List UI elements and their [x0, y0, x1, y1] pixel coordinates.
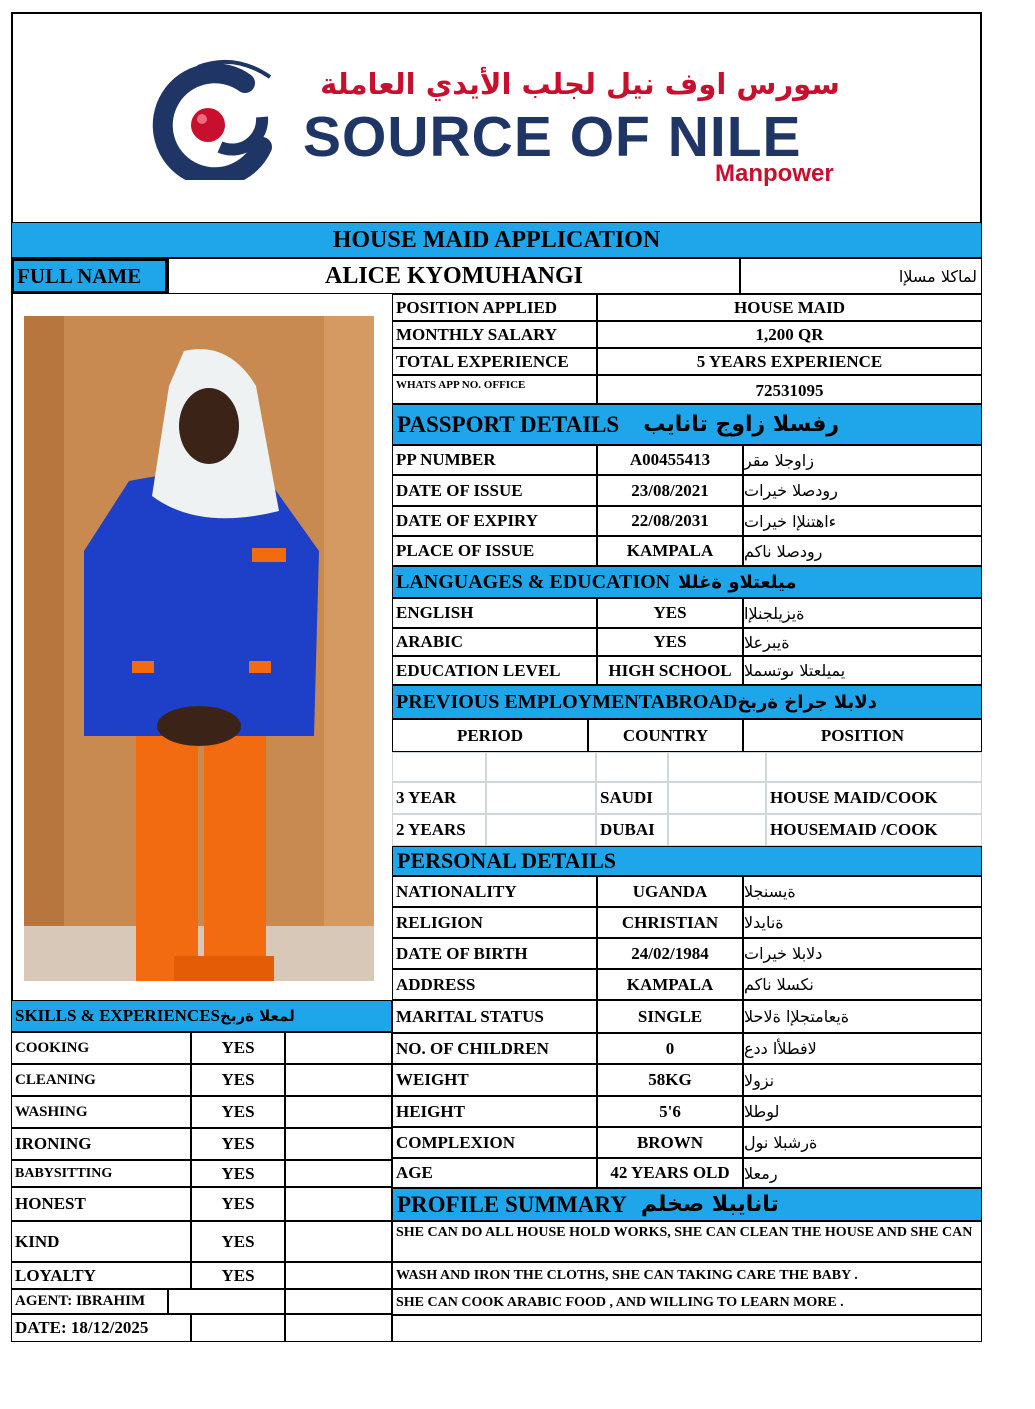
skill-value: YES [191, 1187, 285, 1221]
personal-section-title: PERSONAL DETAILS [392, 846, 982, 876]
employment-title-arabic: دلابلا جراخ ةربخ [737, 691, 877, 713]
personal-arabic: رمعلا [743, 1158, 982, 1188]
job-label: POSITION APPLIED [392, 294, 597, 321]
full-name-value: ALICE KYOMUHANGI [168, 258, 740, 294]
job-value: 5 YEARS EXPERIENCE [597, 348, 982, 375]
employment-position: HOUSE MAID/COOK [766, 782, 982, 814]
employment-empty-cell [596, 752, 668, 782]
personal-label: ADDRESS [392, 969, 597, 1000]
profile-empty-line [392, 1315, 982, 1342]
passport-arabic: رودصلا ناكم [743, 536, 982, 566]
passport-value: 23/08/2021 [597, 475, 743, 506]
employment-header-position: POSITION [743, 719, 982, 752]
profile-title: PROFILE SUMMARY [397, 1191, 627, 1217]
skill-label: HONEST [11, 1187, 191, 1221]
personal-value: 42 YEARS OLD [597, 1158, 743, 1188]
form-title: HOUSE MAID APPLICATION [11, 222, 982, 258]
date-empty-cell [191, 1314, 285, 1342]
profile-title-arabic: تانايبلا صخلم [640, 1192, 779, 1217]
personal-value: BROWN [597, 1127, 743, 1158]
personal-value: 58KG [597, 1064, 743, 1096]
job-label: MONTHLY SALARY [392, 321, 597, 348]
languages-title: LANGUAGES & EDUCATION [396, 570, 671, 593]
job-label: WHATS APP NO. OFFICE [392, 375, 597, 404]
employment-empty-cell [486, 782, 596, 814]
profile-section-title [392, 1188, 982, 1221]
job-value: 72531095 [597, 375, 982, 404]
skill-value: YES [191, 1262, 285, 1289]
job-value: 1,200 QR [597, 321, 982, 348]
personal-value: 0 [597, 1033, 743, 1064]
job-label: TOTAL EXPERIENCE [392, 348, 597, 375]
passport-arabic: زاوجلا مقر [743, 445, 982, 475]
personal-arabic: ةنايدلا [743, 907, 982, 938]
skill-value: YES [191, 1032, 285, 1064]
personal-value: KAMPALA [597, 969, 743, 1000]
language-value: HIGH SCHOOL [597, 656, 743, 685]
language-value: YES [597, 628, 743, 656]
language-label: EDUCATION LEVEL [392, 656, 597, 685]
language-arabic: يميلعتلا ىوتسملا [743, 656, 982, 685]
employment-country: SAUDI [596, 782, 668, 814]
passport-label: PLACE OF ISSUE [392, 536, 597, 566]
profile-summary-line: WASH AND IRON THE CLOTHS, SHE CAN TAKING CARE THE BABY . [392, 1262, 982, 1289]
employment-empty-cell [486, 814, 596, 846]
personal-label: DATE OF BIRTH [392, 938, 597, 969]
language-value: YES [597, 598, 743, 628]
skill-empty-cell [285, 1187, 392, 1221]
employment-position: HOUSEMAID /COOK [766, 814, 982, 846]
personal-value: CHRISTIAN [597, 907, 743, 938]
skill-empty-cell [285, 1128, 392, 1160]
personal-value: UGANDA [597, 876, 743, 907]
skill-label: CLEANING [11, 1064, 191, 1096]
skill-empty-cell [285, 1032, 392, 1064]
skill-empty-cell [285, 1160, 392, 1187]
passport-arabic: ءاهتنلإا خيرات [743, 506, 982, 536]
employment-header-country: COUNTRY [588, 719, 743, 752]
employment-title: PREVIOUS EMPLOYMENTABROAD [396, 690, 738, 713]
employment-empty-cell [668, 752, 766, 782]
skill-label: BABYSITTING [11, 1160, 191, 1187]
personal-label: MARITAL STATUS [392, 1000, 597, 1033]
personal-label: WEIGHT [392, 1064, 597, 1096]
skill-label: WASHING [11, 1096, 191, 1128]
skill-value: YES [191, 1128, 285, 1160]
personal-arabic: ةيعامتجلإا ةلاحلا [743, 1000, 982, 1033]
employment-period: 2 YEARS [392, 814, 486, 846]
personal-value: 24/02/1984 [597, 938, 743, 969]
personal-label: RELIGION [392, 907, 597, 938]
personal-value: SINGLE [597, 1000, 743, 1033]
skills-section-title [11, 1000, 392, 1032]
employment-section-title [392, 685, 982, 719]
employment-empty-cell [392, 752, 486, 782]
employment-empty-cell [766, 752, 982, 782]
passport-value: A00455413 [597, 445, 743, 475]
personal-arabic: نكسلا ناكم [743, 969, 982, 1000]
language-label: ARABIC [392, 628, 597, 656]
languages-title-arabic: ميلعتلاو ةغللا [678, 571, 797, 593]
passport-section-title [392, 404, 982, 445]
skill-value: YES [191, 1160, 285, 1187]
skills-title-arabic: لمعلا ةربخ [220, 1007, 295, 1025]
language-arabic: ةيبرعلا [743, 628, 982, 656]
skill-label: KIND [11, 1221, 191, 1262]
personal-arabic: ةيسنجلا [743, 876, 982, 907]
language-arabic: ةيزيلجنلإا [743, 598, 982, 628]
passport-value: 22/08/2031 [597, 506, 743, 536]
full-name-label: FULL NAME [11, 258, 168, 294]
personal-arabic: لوطلا [743, 1096, 982, 1127]
employment-empty-cell [486, 752, 596, 782]
personal-label: COMPLEXION [392, 1127, 597, 1158]
personal-arabic: دلابلا خيرات [743, 938, 982, 969]
passport-label: DATE OF ISSUE [392, 475, 597, 506]
employment-period: 3 YEAR [392, 782, 486, 814]
personal-label: AGE [392, 1158, 597, 1188]
languages-section-title [392, 566, 982, 598]
employment-empty-cell [668, 782, 766, 814]
passport-title: PASSPORT DETAILS [397, 411, 620, 437]
company-arabic-name: سورس اوف نيل لجلب الأيدي العاملة [320, 67, 840, 101]
personal-arabic: ةرشبلا نول [743, 1127, 982, 1158]
skill-value: YES [191, 1064, 285, 1096]
personal-arabic: لافطلأا ددع [743, 1033, 982, 1064]
skills-title: SKILLS & EXPERIENCES [15, 1006, 221, 1025]
language-label: ENGLISH [392, 598, 597, 628]
agent-empty-cell [285, 1289, 392, 1314]
company-logo [150, 55, 300, 180]
skill-value: YES [191, 1096, 285, 1128]
skill-label: LOYALTY [11, 1262, 191, 1289]
passport-title-arabic: رفسلا زاوج تانايب [643, 412, 840, 437]
applicant-photo [24, 316, 374, 981]
personal-value: 5'6 [597, 1096, 743, 1127]
date-label: DATE: 18/12/2025 [11, 1314, 191, 1342]
company-brand-name: SOURCE OF NILE [303, 105, 802, 169]
passport-label: DATE OF EXPIRY [392, 506, 597, 536]
passport-arabic: رودصلا خيرات [743, 475, 982, 506]
skill-empty-cell [285, 1064, 392, 1096]
skill-empty-cell [285, 1262, 392, 1289]
skill-empty-cell [285, 1096, 392, 1128]
profile-summary-line: SHE CAN COOK ARABIC FOOD , AND WILLING TO LEARN MORE . [392, 1289, 982, 1315]
employment-header-period: PERIOD [392, 719, 588, 752]
personal-label: NATIONALITY [392, 876, 597, 907]
agent-empty-cell [168, 1289, 285, 1314]
job-value: HOUSE MAID [597, 294, 982, 321]
employment-country: DUBAI [596, 814, 668, 846]
passport-value: KAMPALA [597, 536, 743, 566]
skill-label: COOKING [11, 1032, 191, 1064]
personal-label: NO. OF CHILDREN [392, 1033, 597, 1064]
personal-label: HEIGHT [392, 1096, 597, 1127]
full-name-arabic: لماكلا مسلإا [740, 258, 982, 294]
company-subtitle: Manpower [715, 160, 834, 187]
agent-label: AGENT: IBRAHIM [11, 1289, 168, 1314]
skill-label: IRONING [11, 1128, 191, 1160]
passport-label: PP NUMBER [392, 445, 597, 475]
employment-empty-cell [668, 814, 766, 846]
skill-empty-cell [285, 1221, 392, 1262]
date-empty-cell [285, 1314, 392, 1342]
profile-summary-line: SHE CAN DO ALL HOUSE HOLD WORKS, SHE CAN CLEAN THE HOUSE AND SHE CAN [392, 1221, 982, 1262]
skill-value: YES [191, 1221, 285, 1262]
personal-arabic: نزولا [743, 1064, 982, 1096]
